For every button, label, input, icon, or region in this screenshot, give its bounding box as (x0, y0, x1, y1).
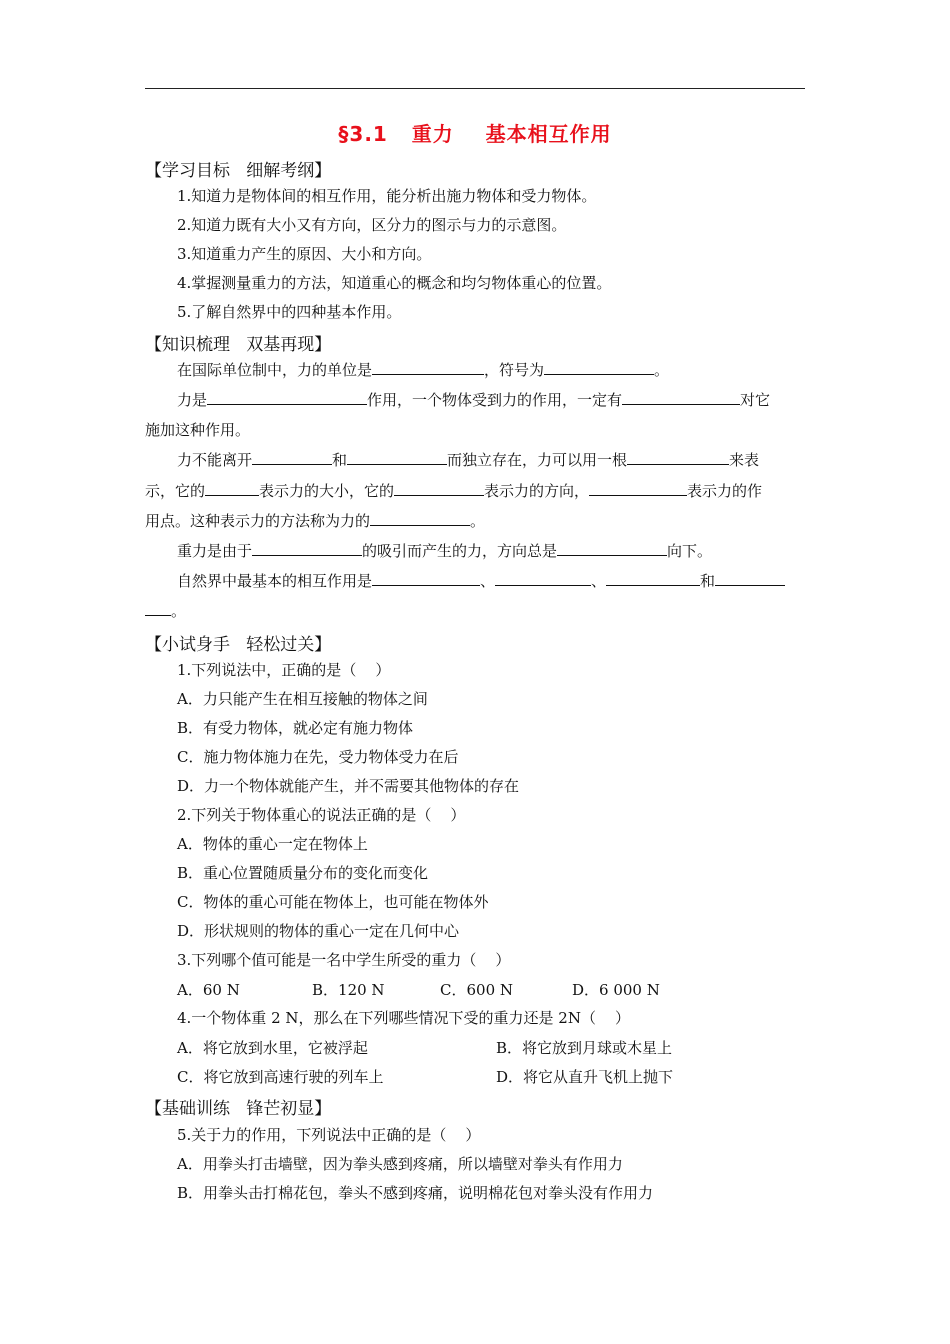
option-c[interactable]: C．施力物体施力在先，受力物体受力在后 (177, 748, 459, 766)
fill-blank[interactable] (372, 571, 480, 586)
option-d[interactable]: D．6 000 N (572, 981, 660, 999)
objective-item: 4.掌握测量重力的方法，知道重心的概念和均匀物体重心的位置。 (177, 274, 612, 292)
fill-line-7: 重力是由于 的吸引而产生的力，方向总是 向下。 (177, 542, 713, 560)
option-a[interactable]: A．将它放到水里，它被浮起 (177, 1039, 368, 1057)
option-c[interactable]: C．物体的重心可能在物体上，也可能在物体外 (177, 893, 489, 911)
fill-line-4: 力不能离开 和 而独立存在，力可以用一根 来表 (177, 451, 760, 469)
option-d[interactable]: D．将它从直升飞机上抛下 (496, 1068, 674, 1086)
fill-blank[interactable] (606, 571, 700, 586)
option-d[interactable]: D．力一个物体就能产生，并不需要其他物体的存在 (177, 777, 520, 795)
option-b[interactable]: B．将它放到月球或木星上 (496, 1039, 673, 1057)
option-c[interactable]: C．600 N (440, 981, 514, 999)
fill-blank[interactable] (715, 571, 785, 586)
fill-line-3: 施加这种作用。 (145, 421, 251, 439)
option-b[interactable]: B．用拳头击打棉花包，拳头不感到疼痛，说明棉花包对拳头没有作用力 (177, 1184, 654, 1202)
fill-blank[interactable] (557, 541, 667, 556)
fill-blank[interactable] (394, 481, 484, 496)
fill-blank[interactable] (252, 541, 362, 556)
question-1: 1.下列说法中，正确的是（ ） (177, 661, 391, 679)
option-a[interactable]: A．用拳头打击墙壁，因为拳头感到疼痛，所以墙壁对拳头有作用力 (177, 1155, 623, 1173)
question-5: 5.关于力的作用，下列说法中正确的是（ ） (177, 1126, 481, 1144)
objective-item: 2.知道力既有大小又有方向，区分力的图示与力的示意图。 (177, 216, 567, 234)
fill-line-2: 力是 作用，一个物体受到力的作用，一定有 对它 (177, 391, 771, 409)
option-d[interactable]: D．形状规则的物体的重心一定在几何中心 (177, 922, 460, 940)
section-heading-objectives: 【学习目标 细解考纲】 (145, 161, 332, 181)
option-c[interactable]: C．将它放到高速行驶的列车上 (177, 1068, 384, 1086)
section-heading-knowledge: 【知识梳理 双基再现】 (145, 335, 332, 355)
fill-line-9: 。 (145, 601, 186, 621)
fill-line-6: 用点。这种表示力的方法称为力的 。 (145, 512, 486, 530)
fill-blank[interactable] (205, 481, 259, 496)
section-heading-practice: 【小试身手 轻松过关】 (145, 635, 332, 655)
fill-blank[interactable] (207, 390, 367, 405)
fill-blank[interactable] (370, 511, 470, 526)
fill-line-1: 在国际单位制中，力的单位是 ，符号为 。 (177, 361, 670, 379)
fill-blank[interactable] (589, 481, 687, 496)
objective-item: 5.了解自然界中的四种基本作用。 (177, 303, 402, 321)
question-3: 3.下列哪个值可能是一名中学生所受的重力（ ） (177, 951, 511, 969)
option-b[interactable]: B．120 N (312, 981, 385, 999)
section-heading-training: 【基础训练 锋芒初显】 (145, 1099, 332, 1119)
objective-item: 1.知道力是物体间的相互作用，能分析出施力物体和受力物体。 (177, 187, 597, 205)
fill-blank[interactable] (252, 450, 332, 465)
option-b[interactable]: B．重心位置随质量分布的变化而变化 (177, 864, 429, 882)
objective-item: 3.知道重力产生的原因、大小和方向。 (177, 245, 432, 263)
fill-blank[interactable] (372, 360, 484, 375)
fill-blank[interactable] (347, 450, 447, 465)
question-4: 4.一个物体重 2 N，那么在下列哪些情况下受的重力还是 2N（ ） (177, 1009, 631, 1027)
fill-blank[interactable] (622, 390, 740, 405)
header-rule (145, 88, 805, 89)
fill-line-8: 自然界中最基本的相互作用是 、 、 和 (177, 571, 785, 591)
fill-blank[interactable] (145, 601, 171, 616)
question-2: 2.下列关于物体重心的说法正确的是（ ） (177, 806, 466, 824)
option-a[interactable]: A．力只能产生在相互接触的物体之间 (177, 690, 428, 708)
page-title: §3.1 重力 基本相互作用 (338, 122, 612, 146)
fill-blank[interactable] (495, 571, 591, 586)
fill-blank[interactable] (627, 450, 729, 465)
option-a[interactable]: A．60 N (177, 981, 240, 999)
option-a[interactable]: A．物体的重心一定在物体上 (177, 835, 368, 853)
option-b[interactable]: B．有受力物体，就必定有施力物体 (177, 719, 414, 737)
fill-blank[interactable] (544, 360, 654, 375)
fill-line-5: 示，它的 表示力的大小，它的 表示力的方向， 表示力的作 (145, 482, 763, 500)
